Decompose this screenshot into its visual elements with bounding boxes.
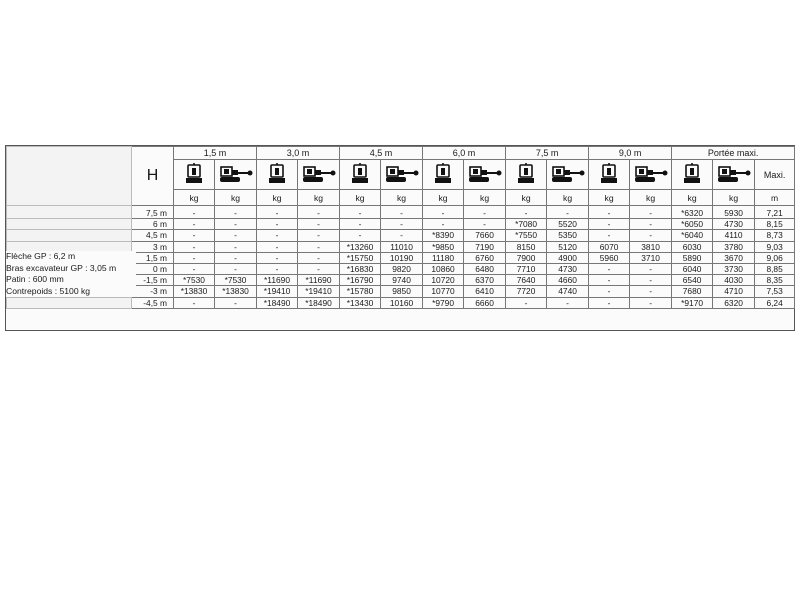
capacity-cell: 6370 xyxy=(464,275,506,286)
capacity-cell: - xyxy=(340,206,381,219)
distance-header: 4,5 m xyxy=(340,147,423,160)
capacity-cell: - xyxy=(174,241,215,252)
capacity-cell: 9,03 xyxy=(755,241,795,252)
capacity-cell: - xyxy=(423,219,464,230)
config-shoe: Patin : 600 mm xyxy=(6,274,64,284)
capacity-cell: *15750 xyxy=(340,252,381,263)
height-cell: 0 m xyxy=(132,263,174,274)
capacity-cell: *13430 xyxy=(340,297,381,308)
capacity-cell: *7530 xyxy=(174,275,215,286)
unit-kg-label: kg xyxy=(464,190,506,206)
capacity-cell: 5350 xyxy=(547,230,589,241)
unit-kg-label: kg xyxy=(547,190,589,206)
capacity-cell: *13830 xyxy=(174,286,215,297)
capacity-cell: *16790 xyxy=(340,275,381,286)
capacity-cell: *19410 xyxy=(298,286,340,297)
config-boom: Flèche GP : 6,2 m xyxy=(6,251,76,261)
capacity-cell: - xyxy=(589,275,630,286)
config-counterweight: Contrepoids : 5100 kg xyxy=(6,285,91,296)
capacity-cell: 10190 xyxy=(381,252,423,263)
unit-m-label: m xyxy=(755,190,795,206)
capacity-cell: - xyxy=(215,206,257,219)
capacity-cell: - xyxy=(215,230,257,241)
height-cell: 3 m xyxy=(132,241,174,252)
capacity-cell: - xyxy=(589,219,630,230)
capacity-cell: *19410 xyxy=(257,286,298,297)
excavator-side-icon xyxy=(381,160,423,190)
capacity-cell: - xyxy=(298,230,340,241)
capacity-cell: - xyxy=(215,263,257,274)
capacity-cell: 4730 xyxy=(713,219,755,230)
capacity-cell: *6040 xyxy=(672,230,713,241)
capacity-cell: - xyxy=(257,241,298,252)
capacity-cell: - xyxy=(423,206,464,219)
capacity-cell: *7550 xyxy=(506,230,547,241)
capacity-cell: 3710 xyxy=(630,252,672,263)
capacity-cell: 3730 xyxy=(713,263,755,274)
excavator-side-icon xyxy=(713,160,755,190)
unit-kg-label: kg xyxy=(423,190,464,206)
capacity-cell: 5960 xyxy=(589,252,630,263)
capacity-cell: 6540 xyxy=(672,275,713,286)
capacity-cell: 6760 xyxy=(464,252,506,263)
capacity-cell: 7680 xyxy=(672,286,713,297)
capacity-cell: *6320 xyxy=(672,206,713,219)
capacity-cell: - xyxy=(174,219,215,230)
capacity-cell: *9790 xyxy=(423,297,464,308)
distance-header-max: Portée maxi. xyxy=(672,147,795,160)
height-cell: -1,5 m xyxy=(132,275,174,286)
capacity-cell: 5520 xyxy=(547,219,589,230)
capacity-cell: - xyxy=(174,263,215,274)
excavator-side-icon xyxy=(547,160,589,190)
capacity-cell: - xyxy=(547,297,589,308)
table-row xyxy=(7,297,795,308)
excavator-front-icon xyxy=(672,160,713,190)
capacity-cell: *11690 xyxy=(257,275,298,286)
capacity-cell: - xyxy=(215,297,257,308)
capacity-cell: *13260 xyxy=(340,241,381,252)
height-cell: 6 m xyxy=(132,219,174,230)
capacity-cell: 9740 xyxy=(381,275,423,286)
capacity-cell: 4900 xyxy=(547,252,589,263)
capacity-cell: - xyxy=(506,206,547,219)
capacity-cell: 7640 xyxy=(506,275,547,286)
excavator-front-icon xyxy=(506,160,547,190)
capacity-cell: 4660 xyxy=(547,275,589,286)
capacity-cell: *15780 xyxy=(340,286,381,297)
capacity-cell: 3670 xyxy=(713,252,755,263)
unit-kg-label: kg xyxy=(381,190,423,206)
capacity-cell: - xyxy=(630,230,672,241)
excavator-side-icon xyxy=(298,160,340,190)
excavator-front-icon xyxy=(423,160,464,190)
capacity-cell: - xyxy=(215,252,257,263)
capacity-cell: - xyxy=(298,219,340,230)
capacity-cell: 7720 xyxy=(506,286,547,297)
unit-kg-label: kg xyxy=(672,190,713,206)
capacity-cell: 7,21 xyxy=(755,206,795,219)
capacity-cell: *9170 xyxy=(672,297,713,308)
distance-header: 3,0 m xyxy=(257,147,340,160)
capacity-cell: 10860 xyxy=(423,263,464,274)
unit-kg-label: kg xyxy=(506,190,547,206)
capacity-cell: *8390 xyxy=(423,230,464,241)
capacity-cell: *7530 xyxy=(215,275,257,286)
capacity-cell: - xyxy=(174,252,215,263)
capacity-cell: 4110 xyxy=(713,230,755,241)
capacity-cell: 10770 xyxy=(423,286,464,297)
capacity-cell: - xyxy=(630,297,672,308)
capacity-cell: 6480 xyxy=(464,263,506,274)
capacity-cell: 9850 xyxy=(381,286,423,297)
capacity-cell: - xyxy=(630,275,672,286)
capacity-cell: 5930 xyxy=(713,206,755,219)
capacity-cell: 8,85 xyxy=(755,263,795,274)
capacity-cell: - xyxy=(464,206,506,219)
height-cell: -3 m xyxy=(132,286,174,297)
capacity-cell: 6410 xyxy=(464,286,506,297)
capacity-cell: - xyxy=(630,286,672,297)
capacity-cell: 5120 xyxy=(547,241,589,252)
capacity-cell: *7080 xyxy=(506,219,547,230)
capacity-cell: 4710 xyxy=(713,286,755,297)
capacity-cell: - xyxy=(340,230,381,241)
unit-kg-label: kg xyxy=(340,190,381,206)
config-area-cell xyxy=(7,297,132,308)
excavator-front-icon xyxy=(340,160,381,190)
capacity-cell: *18490 xyxy=(298,297,340,308)
max-reach-header: Maxi. xyxy=(755,160,795,190)
unit-kg-label: kg xyxy=(298,190,340,206)
capacity-cell: - xyxy=(340,219,381,230)
capacity-cell: - xyxy=(215,219,257,230)
capacity-cell: 8150 xyxy=(506,241,547,252)
config-area-cell xyxy=(7,219,132,230)
capacity-cell: 4740 xyxy=(547,286,589,297)
capacity-cell: - xyxy=(215,241,257,252)
capacity-cell: - xyxy=(257,252,298,263)
excavator-side-icon xyxy=(464,160,506,190)
unit-kg-label: kg xyxy=(589,190,630,206)
capacity-cell: 6660 xyxy=(464,297,506,308)
machine-configuration xyxy=(6,251,136,297)
capacity-cell: - xyxy=(298,263,340,274)
capacity-cell: - xyxy=(589,286,630,297)
faded-legend-cell xyxy=(7,147,132,206)
distance-header: 7,5 m xyxy=(506,147,589,160)
capacity-cell: 4730 xyxy=(547,263,589,274)
table-row xyxy=(7,219,795,230)
capacity-cell: - xyxy=(381,206,423,219)
capacity-cell: *18490 xyxy=(257,297,298,308)
capacity-cell: - xyxy=(174,230,215,241)
capacity-cell: - xyxy=(464,219,506,230)
capacity-cell: 8,15 xyxy=(755,219,795,230)
capacity-cell: - xyxy=(174,206,215,219)
capacity-cell: - xyxy=(630,263,672,274)
capacity-cell: 3780 xyxy=(713,241,755,252)
config-arm: Bras excavateur GP : 3,05 m xyxy=(6,262,117,273)
capacity-cell: - xyxy=(257,219,298,230)
height-header: H xyxy=(132,147,174,206)
unit-kg-label: kg xyxy=(215,190,257,206)
height-cell: -4,5 m xyxy=(132,297,174,308)
excavator-front-icon xyxy=(589,160,630,190)
excavator-side-icon xyxy=(215,160,257,190)
capacity-cell: - xyxy=(630,206,672,219)
capacity-cell: - xyxy=(174,297,215,308)
capacity-cell: - xyxy=(298,252,340,263)
capacity-cell: - xyxy=(589,297,630,308)
capacity-cell: *9850 xyxy=(423,241,464,252)
capacity-cell: 6070 xyxy=(589,241,630,252)
capacity-cell: *16830 xyxy=(340,263,381,274)
height-cell: 4,5 m xyxy=(132,230,174,241)
capacity-cell: 6030 xyxy=(672,241,713,252)
capacity-cell: - xyxy=(257,230,298,241)
capacity-cell: 8,73 xyxy=(755,230,795,241)
table-row xyxy=(7,230,795,241)
capacity-cell: 4030 xyxy=(713,275,755,286)
capacity-cell: *6050 xyxy=(672,219,713,230)
excavator-front-icon xyxy=(174,160,215,190)
capacity-cell: 8,35 xyxy=(755,275,795,286)
distance-header: 6,0 m xyxy=(423,147,506,160)
capacity-cell: - xyxy=(630,219,672,230)
capacity-cell: 6040 xyxy=(672,263,713,274)
capacity-cell: 7710 xyxy=(506,263,547,274)
capacity-cell: 11180 xyxy=(423,252,464,263)
capacity-cell: - xyxy=(547,206,589,219)
distance-header: 9,0 m xyxy=(589,147,672,160)
capacity-cell: 3810 xyxy=(630,241,672,252)
capacity-cell: - xyxy=(589,263,630,274)
table-row xyxy=(7,206,795,219)
capacity-cell: 10160 xyxy=(381,297,423,308)
capacity-cell: - xyxy=(381,230,423,241)
unit-kg-label: kg xyxy=(713,190,755,206)
capacity-cell: 7900 xyxy=(506,252,547,263)
capacity-cell: - xyxy=(298,241,340,252)
capacity-cell: *11690 xyxy=(298,275,340,286)
capacity-cell: 11010 xyxy=(381,241,423,252)
capacity-cell: 5890 xyxy=(672,252,713,263)
unit-kg-label: kg xyxy=(630,190,672,206)
height-cell: 1,5 m xyxy=(132,252,174,263)
config-area-cell xyxy=(7,230,132,241)
capacity-cell: - xyxy=(589,230,630,241)
height-cell: 7,5 m xyxy=(132,206,174,219)
capacity-cell: - xyxy=(589,206,630,219)
distance-header: 1,5 m xyxy=(174,147,257,160)
capacity-cell: - xyxy=(506,297,547,308)
capacity-cell: 7190 xyxy=(464,241,506,252)
capacity-cell: - xyxy=(257,206,298,219)
capacity-cell: 9820 xyxy=(381,263,423,274)
load-chart-sheet xyxy=(5,145,795,331)
excavator-front-icon xyxy=(257,160,298,190)
capacity-cell: - xyxy=(381,219,423,230)
capacity-cell: 6,24 xyxy=(755,297,795,308)
unit-kg-label: kg xyxy=(174,190,215,206)
capacity-cell: 7,53 xyxy=(755,286,795,297)
capacity-cell: 6320 xyxy=(713,297,755,308)
config-area-cell xyxy=(7,206,132,219)
capacity-cell: 9,06 xyxy=(755,252,795,263)
unit-kg-label: kg xyxy=(257,190,298,206)
capacity-cell: - xyxy=(298,206,340,219)
capacity-cell: *13830 xyxy=(215,286,257,297)
excavator-side-icon xyxy=(630,160,672,190)
capacity-cell: 10720 xyxy=(423,275,464,286)
capacity-cell: - xyxy=(257,263,298,274)
capacity-cell: 7660 xyxy=(464,230,506,241)
